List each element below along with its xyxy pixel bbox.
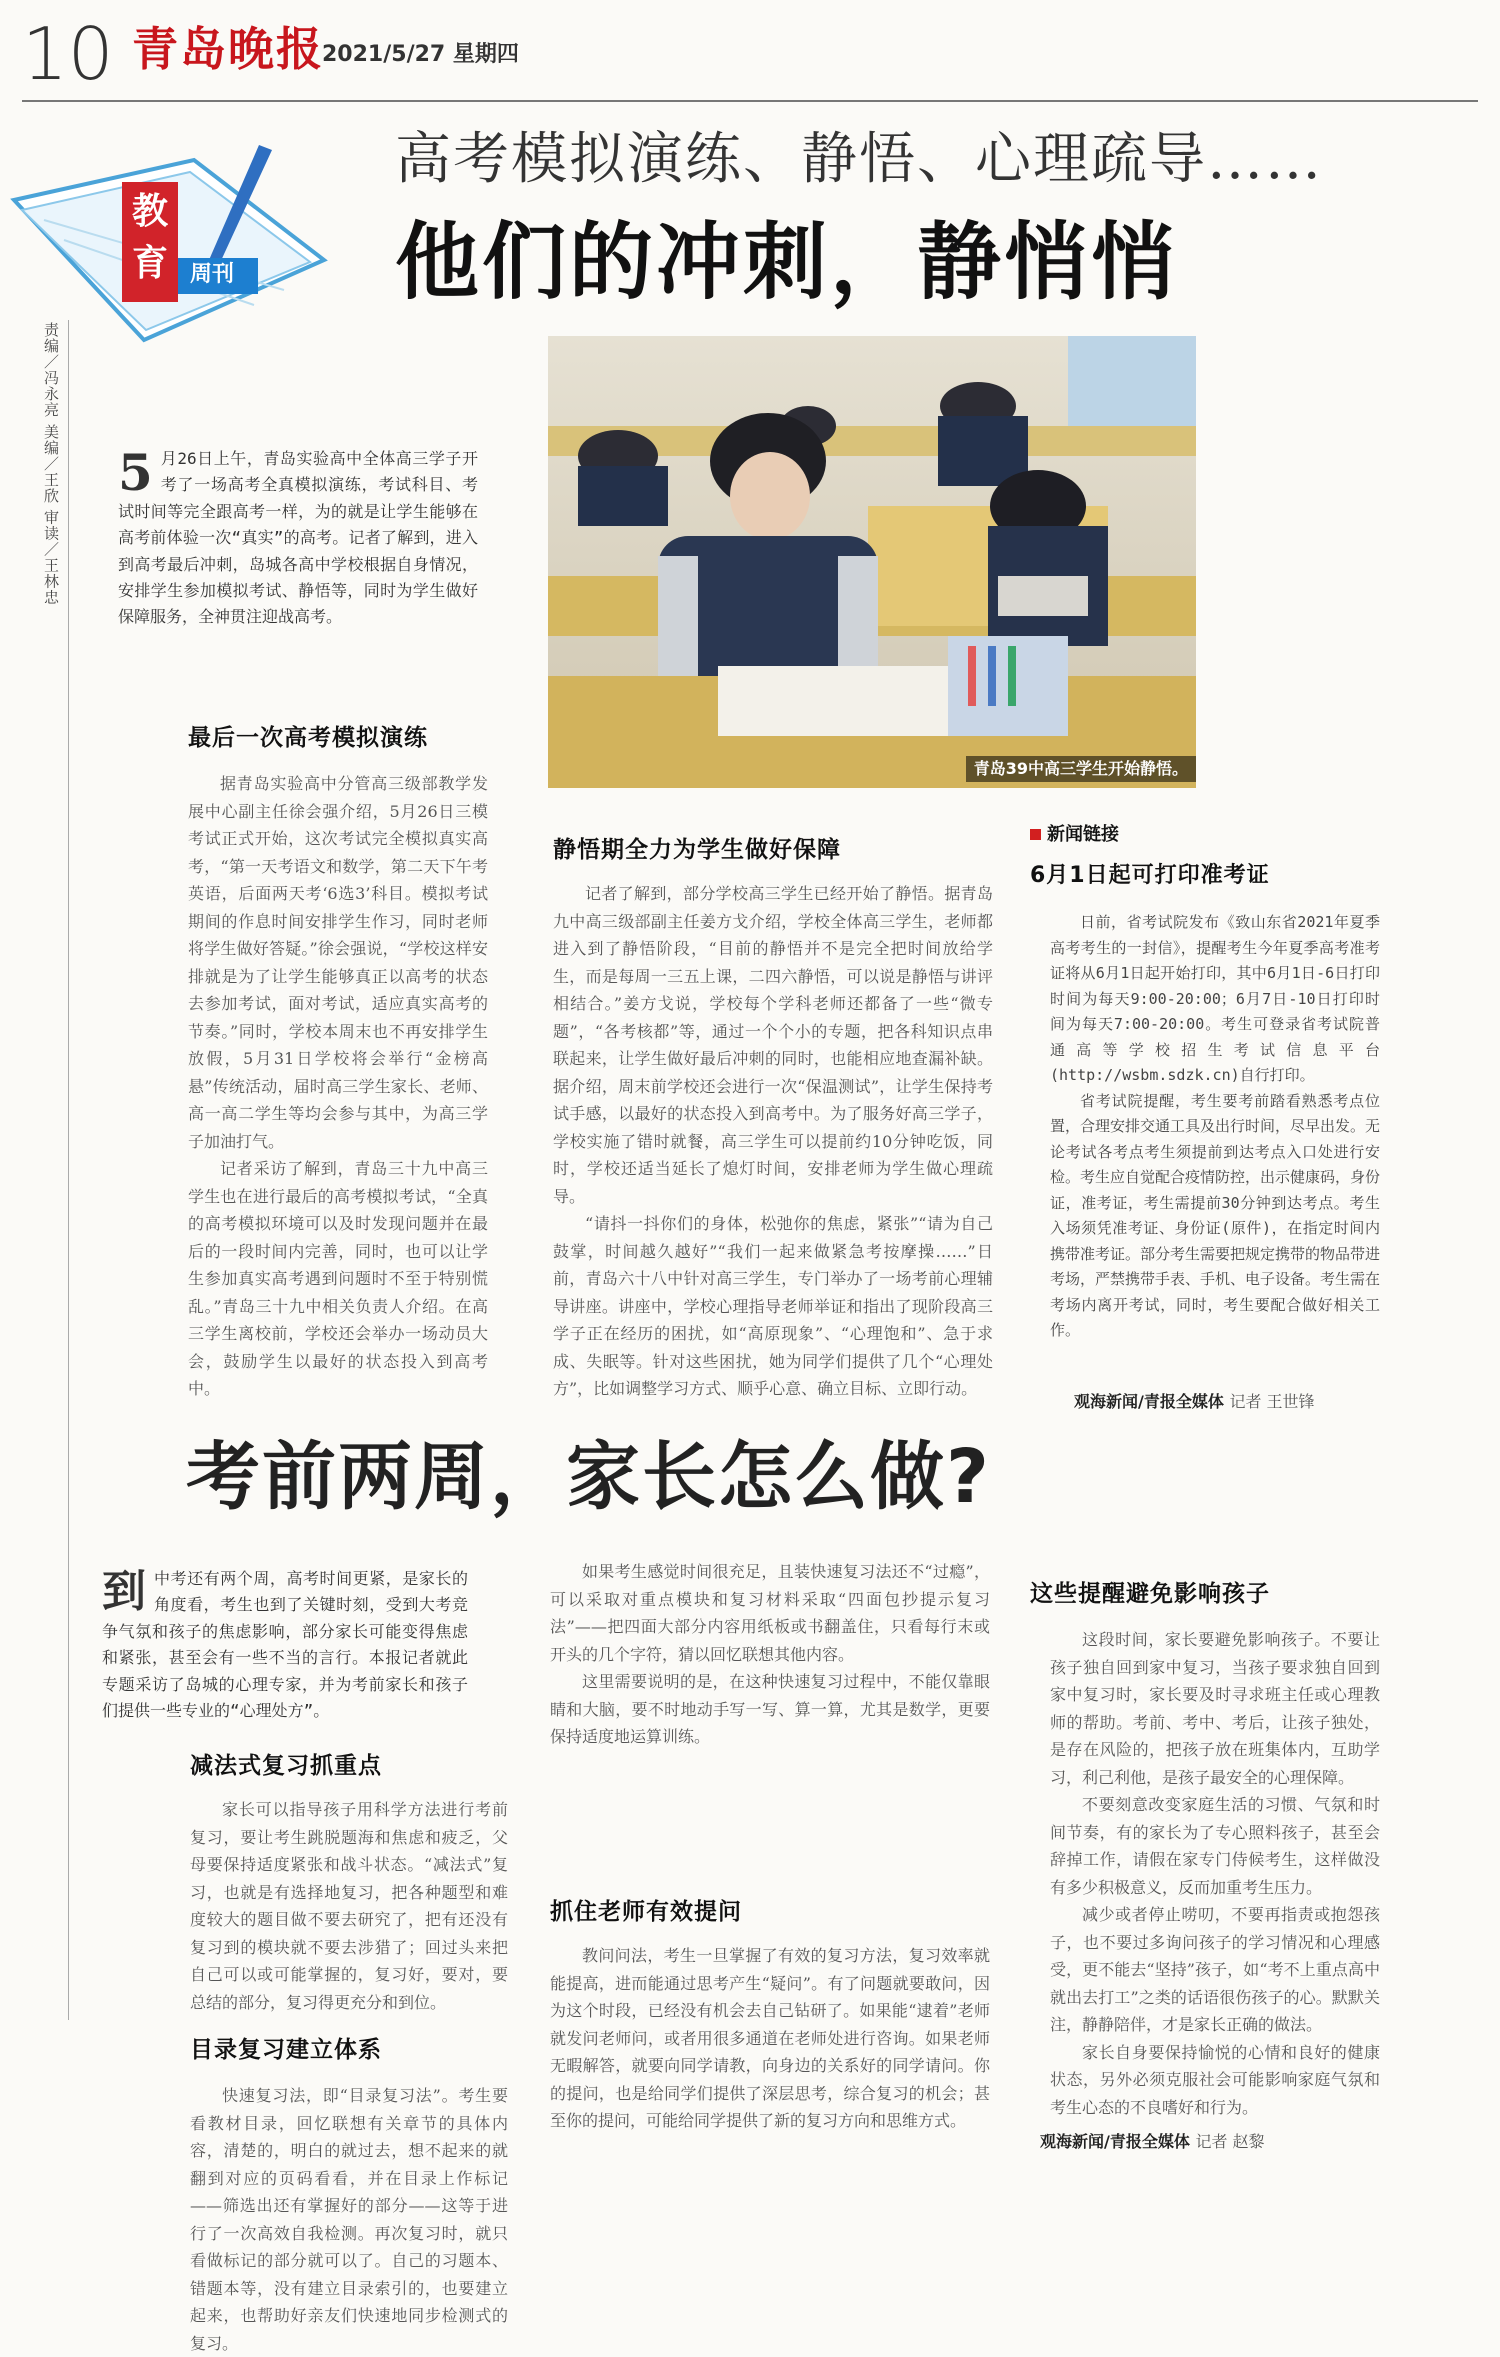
students-writing-illustration [548, 336, 1196, 788]
section-weekly-label: 周刊 [190, 262, 235, 287]
story2-sec4-body [1050, 1626, 1380, 2121]
paragraph: 减少或者停止唠叨，不要再指责或抱怨孩子，也不要过多询问孩子的学习情况和心理感受，更不能去“坚持”孩子，如“考不上重点高中就出去打工”之类的话语很伤孩子的心。默默关注，静静陪伴，才是家长正确的做法。 [1050, 1905, 1380, 2035]
news-link-title: 6月1日起可打印准考证 [1030, 863, 1270, 888]
story1-lead-dropcap: 5 [118, 443, 153, 502]
story1-sec2-title: 静悟期全力为学生做好保障 [553, 837, 841, 863]
story1-lead-text: 月26日上午，青岛实验高中全体高三学子开考了一场高考全真模拟演练，考试科目、考试时间等完全跟高考一样，为的就是让学生能够在高考前体验一次“真实”的高考。记者了解到，进入到高考最后冲刺，岛城各高中学校根据自身情况，安排学生参加模拟考试、静悟等，同时为学生做好保障服务，全神贯注迎战高考。 [118, 449, 478, 627]
story2-lead-text: 中考还有两个周，高考时间更紧，是家长的角度看，考生也到了关键时刻，受到大考竞争气氛和孩子的焦虑影响，部分家长可能变得焦虑和紧张，甚至会有一些不当的言行。本报记者就此专题采访了岛城的心理专家，并为考前家长和孩子们提供一些专业的“心理处方”。 [102, 1569, 468, 1720]
story1-sec1-title: 最后一次高考模拟演练 [188, 725, 428, 751]
byline-reporter: 记者 赵黎 [1195, 2132, 1265, 2151]
paragraph: 如果考生感觉时间很充足，且装快速复习法还不“过瘾”，可以采取对重点模块和复习材料采取“四面包抄提示复习法”——把四面大部分内容用纸板或书翻盖住，只看每行末或开头的几个字符，猜以回忆联想其他内容。 [550, 1562, 990, 1664]
paragraph: 日前，省考试院发布《致山东省2021年夏季高考考生的一封信》，提醒考生今年夏季高考准考证将从6月1日起开始打印，其中6月1日-6日打印时间为每天9:00-20:00；6月7日-10日打印时间为每天7:00-20:00。考生可登录省考试院普通高等学校招生考试信息平台(http://wsbm.sdzk.cn)自行打印。 [1050, 913, 1380, 1084]
paragraph: “请抖一抖你们的身体，松弛你的焦虑，紧张”“请为自己鼓掌，时间越久越好”“我们一起来做紧急考按摩操……”日前，青岛六十八中针对高三学生，专门举办了一场考前心理辅导讲座。讲座中，学校心理指导老师举证和指出了现阶段高三学子正在经历的困扰，如“高原现象”、“心理饱和”、急于求成、失眠等。针对这些困扰，她为同学们提供了几个“心理处方”，比如调整学习方式、顺乎心意、确立目标、立即行动。 [553, 1214, 993, 1399]
section-char-1: 教 [132, 191, 169, 232]
story2-sec3-title: 抓住老师有效提问 [550, 1899, 742, 1925]
story2-sec2-title: 目录复习建立体系 [190, 2037, 382, 2063]
story1-sec2-body [553, 880, 993, 1403]
story2-sec2-body-start [190, 2082, 508, 2353]
paragraph: 家长自身要保持愉悦的心情和良好的健康状态，另外必须克服社会可能影响家庭气氛和考生心态的不良嗜好和行为。 [1050, 2042, 1380, 2117]
paragraph: 家长可以指导孩子用科学方法进行考前复习，要让考生跳脱题海和焦虑和疲乏，父母要保持适度紧张和战斗状态。“减法式”复习，也就是有选择地复习，把各种题型和难度较大的题目做不要去研究了，把有还没有复习到的模块就不要去涉猎了；回过头来把自己可以或可能掌握的，复习好，要对，要总结的部分，复习得更充分和到位。 [190, 1800, 508, 2012]
paragraph: 这段时间，家长要避免影响孩子。不要让孩子独自回到家中复习，当孩子要求独自回到家中复习时，家长要及时寻求班主任或心理教师的帮助。考前、考中、考后，让孩子独处，是存在风险的，把孩子放在班集体内，互助学习，利己利他，是孩子最安全的心理保障。 [1050, 1630, 1380, 1787]
left-margin-rule [68, 320, 69, 2020]
paragraph: 据青岛实验高中分管高三级部教学发展中心副主任徐会强介绍，5月26日三模考试正式开始，这次考试完全模拟真实高考，“第一天考语文和数学，第二天下午考英语，后面两天考‘6选3’科目。模拟考试期间的作息时间安排学生作习，同时老师将学生做好答疑。”徐会强说，“学校这样安排就是为了让学生能够真正以高考的状态去参加考试，面对考试，适应真实高考的节奏。”同时，学校本周末也不再安排学生放假，5月31日学校将会举行“金榜高悬”传统活动，届时高三学生家长、老师、高一高二学生等均会参与其中，为高三学子加油打气。 [188, 774, 488, 1151]
masthead-rule [22, 100, 1478, 102]
byline-org: 观海新闻/青报全媒体 [1040, 2132, 1190, 2151]
section-char-2: 育 [132, 243, 169, 284]
story2-headline: 考前两周，家长怎么做? [186, 1434, 991, 1520]
issue-date: 2021/5/27 星期四 [322, 42, 519, 67]
story2-sec3-body [550, 1942, 990, 2135]
paragraph: 不要刻意改变家庭生活的习惯、气氛和时间节奏，有的家长为了专心照料孩子，甚至会辞掉工作，请假在家专门侍候考生，这样做没有多少积极意义，反而加重考生压力。 [1050, 1795, 1380, 1897]
story1-lead [118, 443, 478, 631]
story1-sec1-body [188, 770, 488, 1403]
classroom-photo [548, 336, 1196, 788]
story1-headline: 他们的冲刺，静悄悄 [395, 213, 1179, 311]
story2-sec1-title: 减法式复习抓重点 [190, 1753, 382, 1779]
news-link-tag: 新闻链接 [1030, 826, 1119, 844]
paragraph: 记者了解到，部分学校高三学生已经开始了静悟。据青岛九中高三级部副主任姜方戈介绍，学校全体高三学生，老师都进入到了静悟阶段，“目前的静悟并不是完全把时间放给学生，而是每周一三五上课，二四六静悟，可以说是静悟与讲评相结合。”姜方戈说，学校每个学科老师还都备了一些“微专题”，“各考核都”等，通过一个个小的专题，把各科知识点串联起来，让学生做好最后冲刺的同时，也能相应地查漏补缺。据介绍，周末前学校还会进行一次“保温测试”，让学生保持考试手感，以最好的状态投入到高考中。为了服务好高三学子，学校实施了错时就餐，高三学生可以提前约10分钟吃饭，同时，学校还适当延长了熄灯时间，安排老师为学生做心理疏导。 [553, 884, 993, 1206]
byline-reporter: 记者 王世锋 [1229, 1392, 1315, 1411]
story2-sec2-body-cont [550, 1558, 990, 1928]
story2-sec1-body [190, 1796, 508, 2016]
paragraph: 快速复习法，即“目录复习法”。考生要看教材目录，回忆联想有关章节的具体内容，清楚的，明白的就过去，想不起来的就翻到对应的页码看看，并在目录上作标记——筛选出还有掌握好的部分——这等于进行了一次高效自我检测。再次复习时，就只看做标记的部分就可以了。自己的习题本、错题本等，没有建立目录索引的，也要建立起来，也帮助好亲友们快速地同步检测式的复习。 [190, 2086, 508, 2353]
newspaper-name: 青岛晚报 [132, 22, 324, 76]
news-link-body [1050, 910, 1380, 1344]
photo-caption: 青岛39中高三学生开始静悟。 [966, 756, 1196, 782]
page-number: 10 [22, 12, 114, 96]
paragraph: 记者采访了解到，青岛三十九中高三学生也在进行最后的高考模拟考试，“全真的高考模拟环境可以及时发现问题并在最后的一段时间内完善，同时，也可以让学生参加真实高考遇到问题时不至于特别慌乱。”青岛三十九中相关负责人介绍。在高三学生离校前，学校还会举办一场动员大会，鼓励学生以最好的状态投入到高考中。 [188, 1159, 488, 1399]
news-link-byline [1074, 1392, 1315, 1411]
editor-credits: 责编／冯永亮 美编／王欣 审读／王林忠 [42, 322, 60, 606]
byline-org: 观海新闻/青报全媒体 [1074, 1392, 1224, 1411]
story2-lead [102, 1566, 468, 1724]
paragraph: 这里需要说明的是，在这种快速复习过程中，不能仅靠眼睛和大脑，要不时地动手写一写、算一算，尤其是数学，更要保持适度地运算训练。 [550, 1672, 990, 1747]
story1-kicker: 高考模拟演练、静悟、心理疏导…… [395, 127, 1323, 192]
story2-byline [1040, 2132, 1265, 2151]
story2-lead-dropcap: 到 [102, 1566, 146, 1617]
paragraph: 省考试院提醒，考生要考前踏看熟悉考点位置，合理安排交通工具及出行时间，尽早出发。无论考试各考点考生须提前到达考点入口处进行安检。考生应自觉配合疫情防控，出示健康码，身份证，准考证，考生需提前30分钟到达考点。考生入场须凭准考证、身份证(原件)，在指定时间内携带准考证。部分考生需要把规定携带的物品带进考场，严禁携带手表、手机、电子设备。考生需在考场内离开考试，同时，考生要配合做好相关工作。 [1050, 1091, 1381, 1339]
story2-sec4-title: 这些提醒避免影响孩子 [1030, 1581, 1270, 1607]
paragraph: 教问问法，考生一旦掌握了有效的复习方法，复习效率就能提高，进而能通过思考产生“疑问”。有了问题就要敢问，因为这个时段，已经没有机会去自己钻研了。如果能“逮着”老师就发问老师问，或者用很多通道在老师处进行咨询。如果老师无暇解答，就要向同学请教，向身边的关系好的同学请问。你的提问，也是给同学们提供了深层思考，综合复习的机会；甚至你的提问，可能给同学提供了新的复习方向和思维方式。 [550, 1946, 990, 2131]
